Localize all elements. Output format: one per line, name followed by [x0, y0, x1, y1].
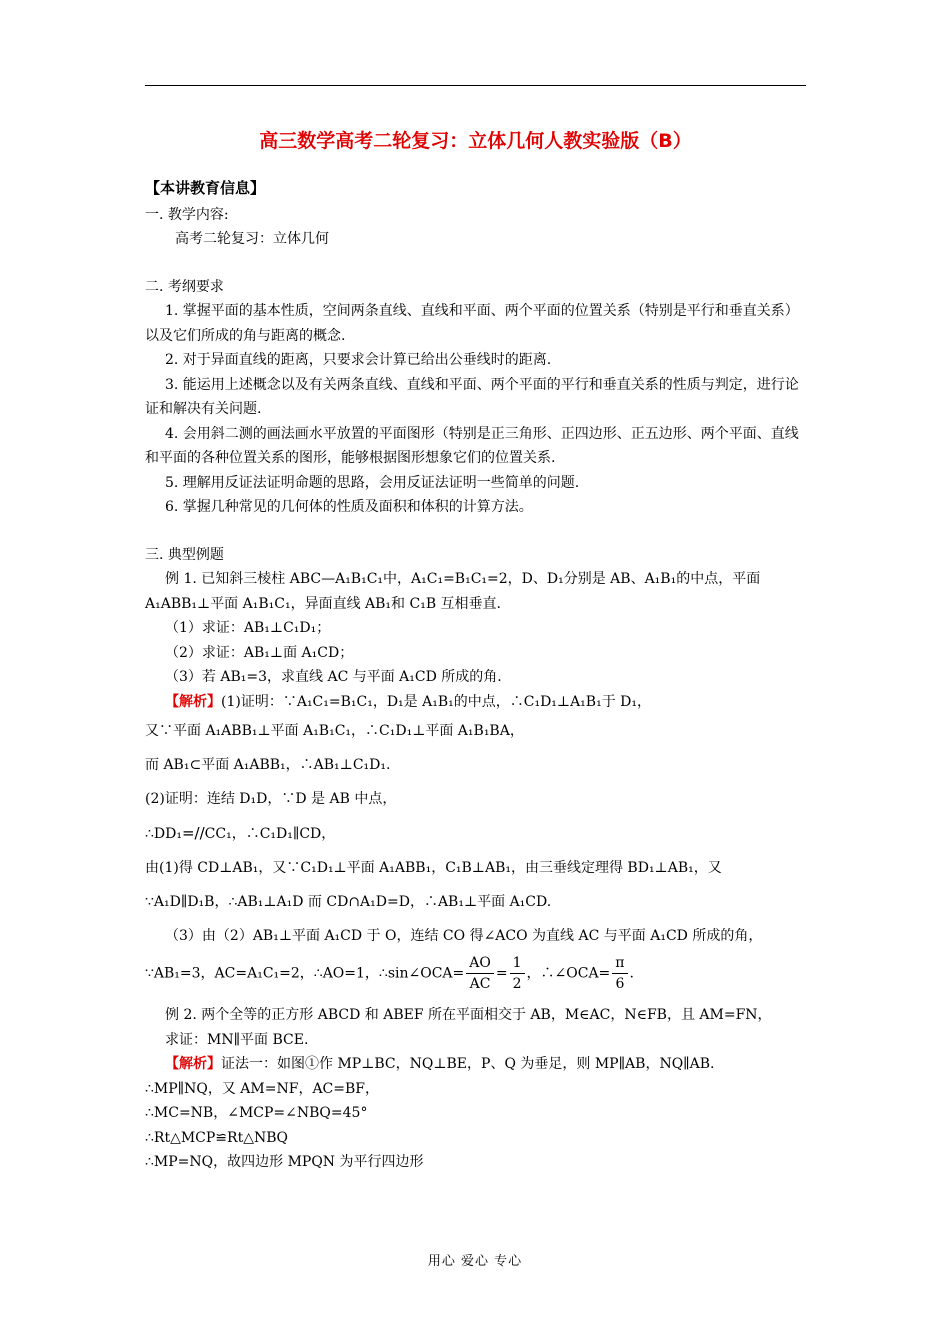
fraction-pi-six: $\frac{\pi}{6}$ — [612, 953, 627, 994]
section-header: 【本讲教育信息】 — [145, 179, 266, 197]
s2-item-6: 6. 掌握几种常见的几何体的性质及面积和体积的计算方法。 — [165, 499, 533, 515]
ex2-stem-2: 求证：MN∥平面 BCE. — [165, 1031, 309, 1048]
ex1-sol-line-6: 由(1)得 CD⊥AB₁，又∵C₁D₁⊥平面 A₁ABB₁，C₁B⊥AB₁，由三垂线定理得 BD₁⊥AB₁，又 — [145, 860, 722, 876]
document-title: 高三数学高考二轮复习：立体几何人教实验版（B） — [259, 130, 692, 152]
fraction-one-half: $\frac{1}{2}$ — [510, 953, 525, 994]
ex2-sol-line-4: ∴Rt△MCP≌Rt△NBQ — [145, 1129, 288, 1146]
ex1-sol-line-1: 【解析】(1)证明：∵A₁C₁=B₁C₁，D₁是 A₁B₁的中点，∴C₁D₁⊥A₁B₁于 D₁， — [165, 693, 651, 710]
ex1-sol-line-7: ∵A₁D∥D₁B，∴AB₁⊥A₁D 而 CD∩A₁D=D，∴AB₁⊥平面 A₁CD. — [145, 894, 552, 910]
ex1-stem: 例 1. 已知斜三棱柱 ABC—A₁B₁C₁中，A₁C₁=B₁C₁=2，D、D₁分别是 AB、A₁B₁的中点，平面 A₁ABB₁⊥平面 A₁B₁C₁，异面直线 AB₁和 C₁B 互相垂直. — [145, 571, 761, 612]
s2-item-4: 4. 会用斜二测的画法画水平放置的平面图形（特别是正三角形、正四边形、正五边形、两个平面、直线和平面的各种位置关系的图形，能够根据图形想象它们的位置关系. — [145, 425, 799, 466]
ex1-q3: （3）若 AB₁=3，求直线 AC 与平面 A₁CD 所成的角. — [165, 669, 502, 685]
s1-heading: 一. 教学内容: — [145, 206, 229, 223]
s2-heading: 二. 考纲要求 — [145, 278, 224, 295]
s2-item-2: 2. 对于异面直线的距离，只要求会计算已给出公垂线时的距离. — [165, 352, 552, 368]
ex1-sol-line-3: 而 AB₁⊂平面 A₁ABB₁，∴AB₁⊥C₁D₁. — [145, 757, 391, 773]
ex1-solution — [145, 714, 806, 994]
s2-item-5: 5. 理解用反证法证明命题的思路，会用反证法证明一些简单的问题. — [165, 474, 580, 491]
page-footer: 用心 爱心 专心 — [427, 1254, 523, 1269]
fraction-ao-ac: $\frac{AO}{AC}$ — [466, 953, 494, 994]
s2-item-1: 1. 掌握平面的基本性质，空间两条直线、直线和平面、两个平面的位置关系（特别是平行和垂直关系）以及它们所成的角与距离的概念. — [145, 303, 799, 344]
ex1-sol-line-4: (2)证明：连结 D₁D，∵D 是 AB 中点， — [145, 791, 397, 807]
ex1-sol-line-5: ∴DD₁=//CC₁，∴C₁D₁∥CD， — [145, 824, 336, 842]
ex2-sol-line-3: ∴MC=NB，∠MCP=∠NBQ=45° — [145, 1105, 368, 1121]
document-body — [145, 176, 806, 1175]
s1-line: 高考二轮复习：立体几何 — [175, 231, 329, 247]
header-rule — [145, 85, 806, 86]
solution-label: 【解析】 — [165, 693, 221, 710]
solution-label-2: 【解析】 — [165, 1056, 221, 1072]
s2-item-3: 3. 能运用上述概念以及有关两条直线、直线和平面、两个平面的平行和垂直关系的性质与判定，进行论证和解决有关问题. — [145, 376, 799, 417]
parallel-equal-symbol: =// — [181, 824, 205, 842]
ex1-q2: （2）求证：AB₁⊥面 A₁CD； — [165, 644, 354, 661]
ex1-sol-line-9: ∵AB₁=3，AC=A₁C₁=2，∴AO=1，∴sin∠OCA= $\frac{AO}{AC}$ = $\frac{1}{2}$ ，∴∠OCA= $\frac{\pi}{6}$ . — [145, 955, 634, 992]
s3-heading: 三. 典型例题 — [145, 546, 224, 563]
ex2-sol-line-2: ∴MP∥NQ，又 AM=NF，AC=BF， — [145, 1080, 380, 1097]
ex1-q1: （1）求证：AB₁⊥C₁D₁； — [165, 620, 331, 636]
ex1-sol-line-8: （3）由（2）AB₁⊥平面 A₁CD 于 O，连结 CO 得∠ACO 为直线 AC 与平面 A₁CD 所成的角， — [165, 928, 763, 944]
ex2-sol-line-1: 【解析】证法一：如图①作 MP⊥BC，NQ⊥BE，P、Q 为垂足，则 MP∥AB，NQ∥AB. — [165, 1056, 715, 1072]
ex1-sol-line-2: 又∵平面 A₁ABB₁⊥平面 A₁B₁C₁，∴C₁D₁⊥平面 A₁B₁BA， — [145, 723, 524, 739]
ex2-sol-line-5: ∴MP=NQ，故四边形 MPQN 为平行四边形 — [145, 1154, 424, 1170]
ex2-stem: 例 2. 两个全等的正方形 ABCD 和 ABEF 所在平面相交于 AB，M∈AC，N∈FB，且 AM=FN， — [165, 1007, 772, 1023]
